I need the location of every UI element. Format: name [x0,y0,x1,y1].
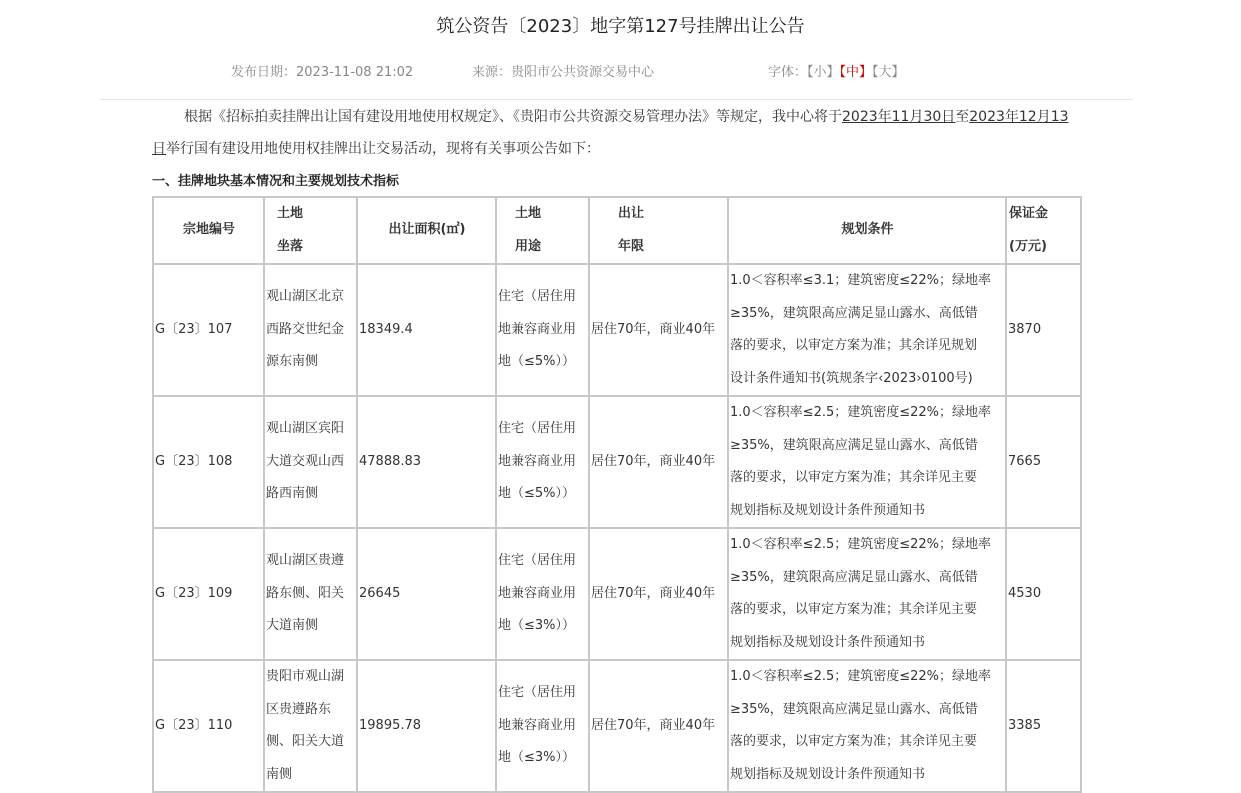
cell-line: 观山湖区北京 [266,289,345,305]
cell-line: 区贵遵路东 [266,701,332,717]
cell-line: 住宅（居住用 [498,685,577,701]
table-row [153,396,1081,528]
source: 来源：贵阳市公共资源交易中心 [472,65,655,80]
cell-deposit: 7665 [1006,396,1081,528]
cell-line: 地（≤3%）） [498,750,576,766]
header-term: 出让 年限 [589,197,728,264]
cell-line: 大道南侧 [266,618,319,634]
cell-planning [728,264,1006,396]
cell-line: 地兼容商业用 [498,585,577,601]
cell-location [264,396,357,528]
cell-term: 居住70年，商业40年 [589,528,728,660]
cell-line: 大道交观山西 [266,453,345,469]
article-meta [0,61,1241,81]
cell-use [496,264,589,396]
cell-deposit: 3385 [1006,660,1081,792]
publish-date: 发布日期：2023-11-08 21:02 [231,65,414,80]
page-title: 筑公资告〔2023〕地字第127号挂牌出让公告 [436,16,805,37]
header-deposit: 保证金 (万元) [1006,197,1081,264]
cell-line: 地兼容商业用 [498,321,577,337]
cell-line: 落的要求，以审定方案为准；其余详见主要 [730,734,978,749]
cell-line: 规划指标及规划设计条件预通知书 [730,634,926,650]
section-heading: 一、挂牌地块基本情况和主要规划技术指标 [152,174,400,189]
table-row [153,264,1081,396]
table-header-row [153,197,1081,264]
cell-term: 居住70年，商业40年 [589,264,728,396]
cell-line: ≥35%，建筑限高应满足显山露水、高低错 [730,437,978,453]
cell-line: 侧、阳关大道 [266,734,345,749]
cell-term: 居住70年，商业40年 [589,660,728,792]
cell-line: 规划指标及规划设计条件预通知书 [730,766,926,782]
cell-line: 规划指标及规划设计条件预通知书 [730,502,926,518]
header-planning: 规划条件 [728,197,1006,264]
cell-line: 1.0＜容积率≤2.5；建筑密度≤22%；绿地率 [730,669,992,684]
cell-planning [728,528,1006,660]
cell-use [496,528,589,660]
cell-line: 1.0＜容积率≤3.1；建筑密度≤22%；绿地率 [730,273,992,288]
cell-line: ≥35%，建筑限高应满足显山露水、高低错 [730,569,978,585]
cell-planning [728,396,1006,528]
header-divider [100,99,1133,100]
intro-paragraph-line2: 日举行国有建设用地使用权挂牌出让交易活动，现将有关事项公告如下： [152,141,600,157]
intro-paragraph-line1: 根据《招标拍卖挂牌出让国有建设用地使用权规定》、《贵阳市公共资源交易管理办法》等规定，我中心将于2023年11月30日至2023年12月13 [184,109,1069,125]
cell-line: 住宅（居住用 [498,421,577,437]
cell-line: 观山湖区宾阳 [266,421,345,437]
cell-id: G〔23〕109 [153,528,264,660]
font-size-medium-link[interactable]: 【中】 [839,65,873,80]
cell-location [264,660,357,792]
cell-area: 19895.78 [357,660,496,792]
cell-line: 落的要求，以审定方案为准；其余详见规划 [730,338,978,353]
cell-deposit: 3870 [1006,264,1081,396]
table-row [153,660,1081,792]
cell-line: 1.0＜容积率≤2.5；建筑密度≤22%；绿地率 [730,537,992,552]
cell-line: 地（≤3%）） [498,618,576,634]
cell-area: 18349.4 [357,264,496,396]
cell-id: G〔23〕107 [153,264,264,396]
cell-line: 住宅（居住用 [498,289,577,305]
cell-id: G〔23〕110 [153,660,264,792]
cell-line: 地兼容商业用 [498,453,577,469]
cell-deposit: 4530 [1006,528,1081,660]
land-parcel-table [152,196,1082,793]
cell-line: 贵阳市观山湖 [266,669,345,684]
header-id: 宗地编号 [153,197,264,264]
cell-line: 南侧 [266,766,293,782]
cell-line: 落的要求，以审定方案为准；其余详见主要 [730,470,978,485]
cell-line: 设计条件通知书(筑规条字‹2023›0100号) [730,370,973,386]
cell-id: G〔23〕108 [153,396,264,528]
cell-line: 住宅（居住用 [498,553,577,569]
cell-location [264,264,357,396]
cell-use [496,660,589,792]
table-row [153,528,1081,660]
header-use: 土地 用途 [496,197,589,264]
font-size-small-link[interactable]: 【小】 [807,65,840,80]
cell-planning [728,660,1006,792]
cell-line: ≥35%，建筑限高应满足显山露水、高低错 [730,305,978,321]
cell-location [264,528,357,660]
cell-line: 地（≤5%）） [498,354,576,370]
cell-use [496,396,589,528]
cell-line: ≥35%，建筑限高应满足显山露水、高低错 [730,701,978,717]
font-size-control: 字体：【小】【中】【大】 [768,65,905,80]
cell-area: 47888.83 [357,396,496,528]
cell-line: 落的要求，以审定方案为准；其余详见主要 [730,602,978,617]
cell-area: 26645 [357,528,496,660]
cell-line: 源东南侧 [266,354,319,370]
cell-line: 西路交世纪金 [266,321,345,337]
font-size-large-link[interactable]: 【大】 [872,65,905,80]
header-area: 出让面积(㎡) [357,197,496,264]
cell-line: 地兼容商业用 [498,717,577,733]
cell-line: 路西南侧 [266,486,319,502]
cell-line: 1.0＜容积率≤2.5；建筑密度≤22%；绿地率 [730,405,992,420]
cell-line: 地（≤5%）） [498,486,576,502]
cell-line: 路东侧、阳关 [266,585,345,601]
cell-line: 观山湖区贵遵 [266,553,345,569]
header-location: 土地 坐落 [264,197,357,264]
cell-term: 居住70年，商业40年 [589,396,728,528]
